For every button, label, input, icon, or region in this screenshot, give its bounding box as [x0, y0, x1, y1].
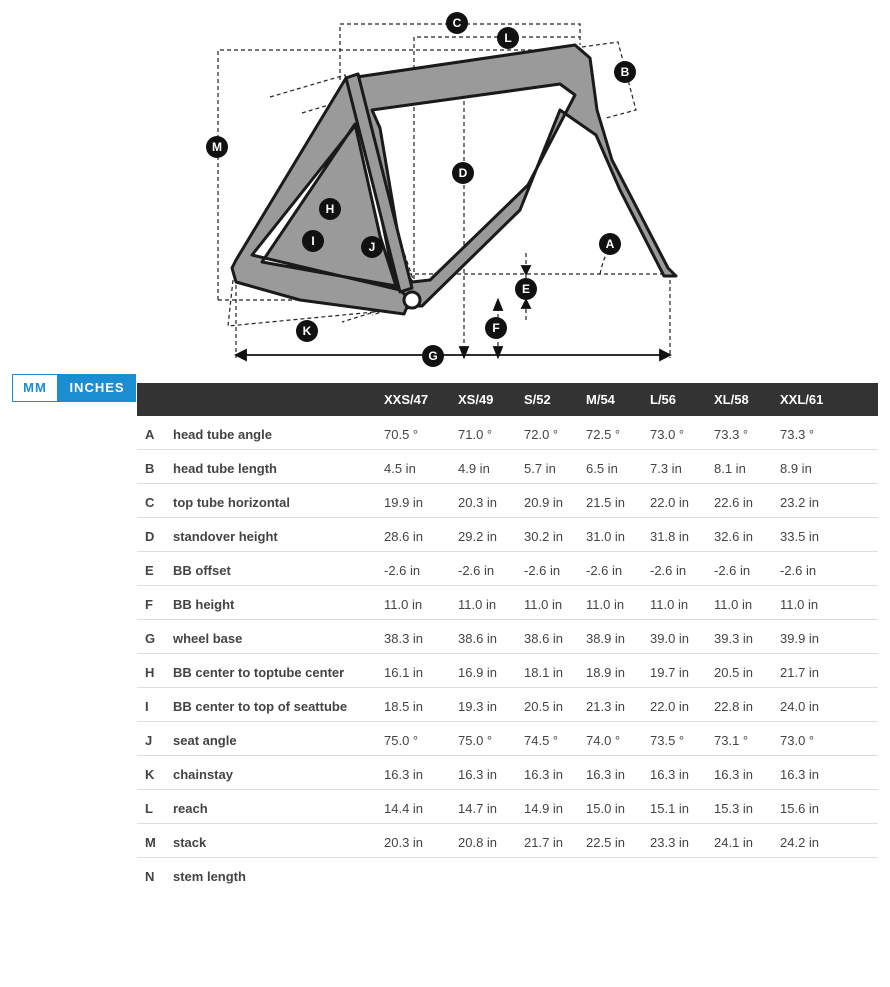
frame-geometry-diagram [0, 0, 890, 375]
table-row [137, 450, 878, 484]
row-value: 75.0 ° [458, 722, 524, 756]
row-letter: E [137, 552, 173, 586]
row-value: 14.4 in [384, 790, 458, 824]
row-value [524, 858, 586, 892]
row-value: 21.3 in [586, 688, 650, 722]
row-value: 72.0 ° [524, 416, 586, 450]
row-value: -2.6 in [458, 552, 524, 586]
table-row [137, 586, 878, 620]
svg-text:C: C [452, 16, 462, 30]
size-header: XXL/61 [780, 383, 878, 416]
row-letter: K [137, 756, 173, 790]
marker-J [361, 236, 383, 258]
row-value: 70.5 ° [384, 416, 458, 450]
row-letter: J [137, 722, 173, 756]
marker-H [319, 198, 341, 220]
row-value: 4.5 in [384, 450, 458, 484]
row-letter: A [137, 416, 173, 450]
row-value: 23.3 in [650, 824, 714, 858]
row-value: 23.2 in [780, 484, 878, 518]
svg-text:D: D [458, 166, 468, 180]
row-value: 73.5 ° [650, 722, 714, 756]
row-label: standover height [173, 518, 384, 552]
row-value: 24.1 in [714, 824, 780, 858]
header-label [173, 383, 384, 416]
size-header: XS/49 [458, 383, 524, 416]
table-row [137, 790, 878, 824]
row-value: 11.0 in [524, 586, 586, 620]
row-value: 38.6 in [524, 620, 586, 654]
row-value: 14.9 in [524, 790, 586, 824]
row-label: head tube angle [173, 416, 384, 450]
row-value: 24.2 in [780, 824, 878, 858]
row-value: 11.0 in [714, 586, 780, 620]
row-value: 16.3 in [780, 756, 878, 790]
table-header-row [137, 383, 878, 416]
row-value: 22.8 in [714, 688, 780, 722]
size-header: XXS/47 [384, 383, 458, 416]
row-value [586, 858, 650, 892]
row-value: 11.0 in [650, 586, 714, 620]
svg-text:E: E [521, 282, 531, 296]
row-value: 38.9 in [586, 620, 650, 654]
marker-D [452, 162, 474, 184]
row-value: 16.3 in [524, 756, 586, 790]
row-value: -2.6 in [650, 552, 714, 586]
row-value [650, 858, 714, 892]
row-label: BB offset [173, 552, 384, 586]
size-header: M/54 [586, 383, 650, 416]
svg-text:G: G [428, 349, 438, 363]
row-value: 20.5 in [714, 654, 780, 688]
row-value: 8.9 in [780, 450, 878, 484]
table-row [137, 654, 878, 688]
svg-text:A: A [605, 237, 615, 251]
row-value: 32.6 in [714, 518, 780, 552]
row-value: 38.3 in [384, 620, 458, 654]
svg-text:I: I [311, 234, 315, 248]
row-value [780, 858, 878, 892]
row-letter: M [137, 824, 173, 858]
size-header: L/56 [650, 383, 714, 416]
marker-B [614, 61, 636, 83]
row-value: 8.1 in [714, 450, 780, 484]
row-value: 16.3 in [714, 756, 780, 790]
inches-unit-button[interactable]: INCHES [58, 374, 136, 402]
marker-F [485, 317, 507, 339]
row-letter: D [137, 518, 173, 552]
row-value [384, 858, 458, 892]
row-value: 38.6 in [458, 620, 524, 654]
row-value: 5.7 in [524, 450, 586, 484]
row-label: chainstay [173, 756, 384, 790]
row-value: -2.6 in [714, 552, 780, 586]
row-value: 15.6 in [780, 790, 878, 824]
row-letter: L [137, 790, 173, 824]
row-value: 21.7 in [780, 654, 878, 688]
row-label: wheel base [173, 620, 384, 654]
row-value: 22.0 in [650, 688, 714, 722]
row-value: -2.6 in [384, 552, 458, 586]
row-value: 7.3 in [650, 450, 714, 484]
row-label: BB center to toptube center [173, 654, 384, 688]
row-letter: N [145, 869, 155, 884]
marker-C [446, 12, 468, 34]
row-value: 16.9 in [458, 654, 524, 688]
row-letter: H [137, 654, 173, 688]
size-header: S/52 [524, 383, 586, 416]
svg-text:B: B [620, 65, 630, 79]
row-value: 22.5 in [586, 824, 650, 858]
row-letter: I [137, 688, 173, 722]
row-value: 30.2 in [524, 518, 586, 552]
row-value: 31.8 in [650, 518, 714, 552]
row-value: 18.1 in [524, 654, 586, 688]
row-value: 74.5 ° [524, 722, 586, 756]
row-value: 11.0 in [586, 586, 650, 620]
table-row [137, 620, 878, 654]
row-value: 11.0 in [780, 586, 878, 620]
row-value: 29.2 in [458, 518, 524, 552]
row-value: 20.5 in [524, 688, 586, 722]
row-label: stack [173, 824, 384, 858]
row-value: 15.1 in [650, 790, 714, 824]
row-value: 4.9 in [458, 450, 524, 484]
row-value: 16.3 in [384, 756, 458, 790]
row-value: 16.3 in [458, 756, 524, 790]
row-value [714, 858, 780, 892]
svg-text:K: K [302, 324, 312, 338]
marker-E [515, 278, 537, 300]
svg-text:M: M [212, 140, 222, 154]
row-value: 15.0 in [586, 790, 650, 824]
row-value [458, 858, 524, 892]
row-value: 19.3 in [458, 688, 524, 722]
mm-unit-button[interactable]: MM [12, 374, 58, 402]
row-value: -2.6 in [780, 552, 878, 586]
table-row [137, 858, 878, 892]
row-value: 73.0 ° [650, 416, 714, 450]
row-value: 20.9 in [524, 484, 586, 518]
table-row [137, 756, 878, 790]
row-value: 11.0 in [384, 586, 458, 620]
marker-A [599, 233, 621, 255]
row-value: 16.3 in [650, 756, 714, 790]
row-value: 11.0 in [458, 586, 524, 620]
svg-text:J: J [368, 240, 376, 254]
row-letter: B [137, 450, 173, 484]
row-value: 28.6 in [384, 518, 458, 552]
row-label: BB center to top of seattube [173, 688, 384, 722]
svg-text:H: H [325, 202, 335, 216]
row-value: 22.0 in [650, 484, 714, 518]
row-value: 19.7 in [650, 654, 714, 688]
row-value: 24.0 in [780, 688, 878, 722]
row-value: 74.0 ° [586, 722, 650, 756]
row-value: 21.7 in [524, 824, 586, 858]
row-label: head tube length [173, 450, 384, 484]
row-label: stem length [173, 869, 246, 884]
row-value: 39.3 in [714, 620, 780, 654]
row-value: 72.5 ° [586, 416, 650, 450]
row-value: 20.3 in [384, 824, 458, 858]
row-value: 18.5 in [384, 688, 458, 722]
row-value: 73.3 ° [714, 416, 780, 450]
svg-text:L: L [504, 31, 512, 45]
row-value: 39.0 in [650, 620, 714, 654]
row-value: 14.7 in [458, 790, 524, 824]
unit-toggle [12, 374, 136, 402]
row-value: 16.3 in [586, 756, 650, 790]
row-value: 33.5 in [780, 518, 878, 552]
row-value: 6.5 in [586, 450, 650, 484]
row-value: 15.3 in [714, 790, 780, 824]
table-row [137, 552, 878, 586]
row-value: 21.5 in [586, 484, 650, 518]
row-value: 71.0 ° [458, 416, 524, 450]
row-letter: G [137, 620, 173, 654]
table-row [137, 484, 878, 518]
table-row [137, 688, 878, 722]
row-value: 20.3 in [458, 484, 524, 518]
row-value: 22.6 in [714, 484, 780, 518]
row-value: 20.8 in [458, 824, 524, 858]
row-value: 31.0 in [586, 518, 650, 552]
row-label: seat angle [173, 722, 384, 756]
table-row [137, 722, 878, 756]
row-letter: F [137, 586, 173, 620]
svg-text:F: F [492, 321, 500, 335]
row-label: top tube horizontal [173, 484, 384, 518]
geometry-table [137, 383, 878, 891]
table-row [137, 518, 878, 552]
row-value: 19.9 in [384, 484, 458, 518]
marker-M [206, 136, 228, 158]
table-row [137, 824, 878, 858]
row-value: 75.0 ° [384, 722, 458, 756]
bike-frame-drawing [232, 45, 676, 314]
header-letter [137, 383, 173, 416]
table-row [137, 416, 878, 450]
size-header: XL/58 [714, 383, 780, 416]
row-label: reach [173, 790, 384, 824]
marker-I [302, 230, 324, 252]
marker-K [296, 320, 318, 342]
marker-L [497, 27, 519, 49]
row-label: BB height [173, 586, 384, 620]
row-value: 73.0 ° [780, 722, 878, 756]
marker-G [422, 345, 444, 367]
row-value: 39.9 in [780, 620, 878, 654]
row-value: 18.9 in [586, 654, 650, 688]
row-value: 73.3 ° [780, 416, 878, 450]
row-value: 73.1 ° [714, 722, 780, 756]
row-value: -2.6 in [524, 552, 586, 586]
row-letter: C [137, 484, 173, 518]
row-value: 16.1 in [384, 654, 458, 688]
row-value: -2.6 in [586, 552, 650, 586]
